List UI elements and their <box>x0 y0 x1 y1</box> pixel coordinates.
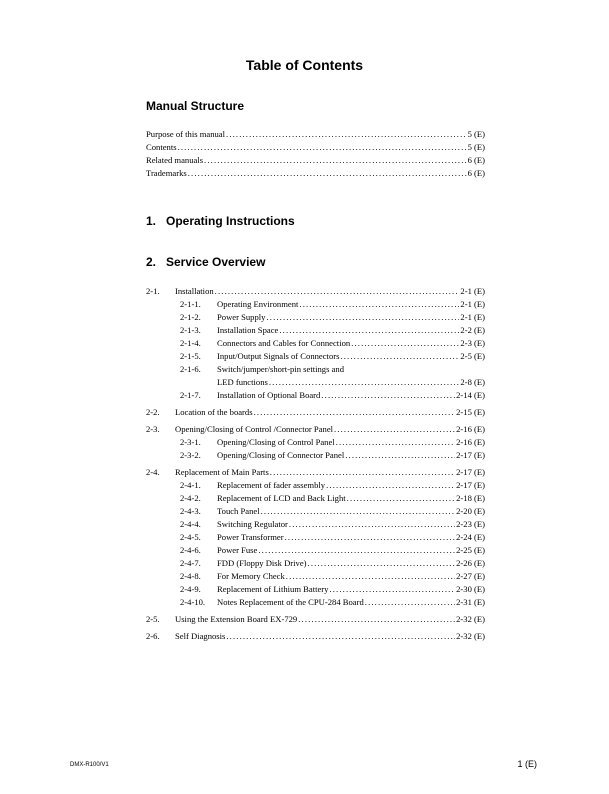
toc-subsection-page: 2-1 (E) <box>460 299 485 309</box>
dot-leader <box>289 518 455 531</box>
dot-leader <box>298 613 455 626</box>
toc-subsection-page: 2-27 (E) <box>456 571 485 581</box>
manual-structure-heading: Manual Structure <box>146 99 245 113</box>
dot-leader <box>270 466 455 479</box>
toc-subsection[interactable] <box>146 363 485 376</box>
toc-subsection-number: 2-4-3. <box>180 506 201 516</box>
toc-subsection-number: 2-1-6. <box>180 364 201 374</box>
toc-subsection-label: Input/Output Signals of Connectors <box>217 351 340 361</box>
dot-leader <box>336 436 455 449</box>
toc-section[interactable] <box>146 423 485 436</box>
toc-subsection-number: 2-4-7. <box>180 558 201 568</box>
chapter-2-toc <box>146 285 485 643</box>
toc-subsection[interactable] <box>146 449 485 462</box>
toc-subsection-number: 2-1-4. <box>180 338 201 348</box>
toc-subsection-label: Touch Panel <box>217 506 260 516</box>
toc-section[interactable] <box>146 466 485 479</box>
toc-section-number: 2-3. <box>146 424 160 434</box>
toc-subsection[interactable] <box>146 518 485 531</box>
dot-leader <box>326 479 455 492</box>
toc-subsection-number: 2-1-3. <box>180 325 201 335</box>
toc-subsection-page: 2-17 (E) <box>456 480 485 490</box>
chapter-1-heading[interactable] <box>146 214 295 228</box>
toc-subsection[interactable] <box>146 298 485 311</box>
toc-subsection-label: Replacement of LCD and Back Light <box>217 493 346 503</box>
toc-entry-page: 6 (E) <box>467 155 485 165</box>
toc-subsection-label: Replacement of Lithium Battery <box>217 584 329 594</box>
toc-subsection-page: 2-2 (E) <box>460 325 485 335</box>
toc-section[interactable] <box>146 285 485 298</box>
toc-subsection-page: 2-1 (E) <box>460 312 485 322</box>
toc-subsection-label: Operating Environment <box>217 299 299 309</box>
dot-leader <box>365 596 455 609</box>
toc-subsection-page: 2-23 (E) <box>456 519 485 529</box>
toc-subsection-label: Installation of Optional Board <box>217 390 321 400</box>
dot-leader <box>204 154 467 167</box>
toc-entry[interactable] <box>146 154 485 167</box>
dot-leader <box>340 350 459 363</box>
toc-subsection-label: Connectors and Cables for Connection <box>217 338 351 348</box>
toc-section-label: Installation <box>175 286 214 296</box>
toc-subsection-number: 2-4-8. <box>180 571 201 581</box>
toc-entry-label: Purpose of this manual <box>146 129 226 139</box>
toc-subsection-page: 2-31 (E) <box>456 597 485 607</box>
toc-subsection-number: 2-1-1. <box>180 299 201 309</box>
toc-subsection-number: 2-4-2. <box>180 493 201 503</box>
toc-section-number: 2-1. <box>146 286 160 296</box>
chapter-title: Operating Instructions <box>166 214 295 228</box>
dot-leader <box>226 128 467 141</box>
toc-subsection-continued[interactable] <box>146 376 485 389</box>
footer-model: DMX-R100/V1 <box>70 762 109 768</box>
toc-subsection[interactable] <box>146 531 485 544</box>
toc-subsection[interactable] <box>146 389 485 402</box>
toc-section-label: Replacement of Main Parts <box>175 467 269 477</box>
toc-entry-label: Trademarks <box>146 168 187 178</box>
toc-subsection-number: 2-4-9. <box>180 584 201 594</box>
toc-subsection-number: 2-4-6. <box>180 545 201 555</box>
toc-section-label: Self Diagnosis <box>175 631 226 641</box>
toc-section[interactable] <box>146 406 485 419</box>
toc-section-number: 2-4. <box>146 467 160 477</box>
dot-leader <box>215 285 460 298</box>
toc-subsection-page: 2-30 (E) <box>456 584 485 594</box>
toc-subsection[interactable] <box>146 583 485 596</box>
toc-subsection[interactable] <box>146 324 485 337</box>
toc-subsection-page: 2-16 (E) <box>456 437 485 447</box>
dot-leader <box>345 449 455 462</box>
dot-leader <box>285 531 456 544</box>
toc-subsection-page: 2-18 (E) <box>456 493 485 503</box>
dot-leader <box>321 389 455 402</box>
toc-subsection[interactable] <box>146 557 485 570</box>
toc-subsection[interactable] <box>146 311 485 324</box>
toc-subsection[interactable] <box>146 436 485 449</box>
toc-entry[interactable] <box>146 141 485 154</box>
toc-section-page: 2-16 (E) <box>456 424 485 434</box>
toc-subsection-label: FDD (Floppy Disk Drive) <box>217 558 307 568</box>
toc-subsection-number: 2-1-5. <box>180 351 201 361</box>
dot-leader <box>266 311 459 324</box>
toc-subsection-label: Switch/jumper/short-pin settings and <box>217 364 344 374</box>
dot-leader <box>329 583 455 596</box>
toc-section-page: 2-32 (E) <box>456 631 485 641</box>
dot-leader <box>178 141 467 154</box>
toc-subsection-page: 2-26 (E) <box>456 558 485 568</box>
toc-subsection-page: 2-5 (E) <box>460 351 485 361</box>
toc-section-label: Location of the boards <box>175 407 253 417</box>
toc-entry[interactable] <box>146 128 485 141</box>
toc-entry-page: 5 (E) <box>467 142 485 152</box>
toc-section-page: 2-32 (E) <box>456 614 485 624</box>
toc-subsection-number: 2-4-10. <box>180 597 206 607</box>
dot-leader <box>226 630 455 643</box>
toc-subsection[interactable] <box>146 505 485 518</box>
toc-subsection[interactable] <box>146 544 485 557</box>
toc-subsection-number: 2-1-7. <box>180 390 201 400</box>
toc-subsection-page: 2-20 (E) <box>456 506 485 516</box>
toc-subsection-label: Power Supply <box>217 312 266 322</box>
toc-entry-page: 6 (E) <box>467 168 485 178</box>
manual-structure-list <box>146 128 485 180</box>
toc-section-page: 2-15 (E) <box>456 407 485 417</box>
toc-subsection-label: Power Transformer <box>217 532 284 542</box>
dot-leader <box>258 544 455 557</box>
toc-section-number: 2-6. <box>146 631 160 641</box>
dot-leader <box>286 570 455 583</box>
chapter-number: 1. <box>146 214 157 228</box>
footer-page-number: 1 (E) <box>517 759 537 769</box>
toc-subsection-number: 2-4-5. <box>180 532 201 542</box>
toc-entry-label: Related manuals <box>146 155 204 165</box>
toc-section[interactable] <box>146 613 485 626</box>
dot-leader <box>279 324 459 337</box>
toc-entry-page: 5 (E) <box>467 129 485 139</box>
dot-leader <box>334 423 455 436</box>
toc-subsection-number: 2-3-2. <box>180 450 201 460</box>
toc-subsection-label: Installation Space <box>217 325 279 335</box>
dot-leader <box>254 406 456 419</box>
dot-leader <box>347 492 455 505</box>
page-title: Table of Contents <box>245 57 364 73</box>
toc-subsection-page: 2-14 (E) <box>456 390 485 400</box>
toc-subsection[interactable] <box>146 596 485 609</box>
chapter-number: 2. <box>146 255 157 269</box>
toc-subsection-label: Opening/Closing of Connector Panel <box>217 450 345 460</box>
toc-subsection[interactable] <box>146 350 485 363</box>
toc-subsection-label: For Memory Check <box>217 571 285 581</box>
toc-subsection-page: 2-24 (E) <box>456 532 485 542</box>
toc-subsection[interactable] <box>146 492 485 505</box>
toc-subsection-label: Switching Regulator <box>217 519 288 529</box>
toc-subsection-page: 2-17 (E) <box>456 450 485 460</box>
toc-subsection[interactable] <box>146 479 485 492</box>
dot-leader <box>299 298 459 311</box>
dot-leader <box>188 167 467 180</box>
toc-subsection-number: 2-4-4. <box>180 519 201 529</box>
dot-leader <box>308 557 456 570</box>
toc-section[interactable] <box>146 630 485 643</box>
toc-subsection-page: 2-8 (E) <box>460 377 485 387</box>
chapter-title: Service Overview <box>166 255 266 269</box>
toc-section-page: 2-17 (E) <box>456 467 485 477</box>
toc-section-number: 2-5. <box>146 614 160 624</box>
chapter-2-heading[interactable] <box>146 255 265 269</box>
toc-subsection-number: 2-4-1. <box>180 480 201 490</box>
toc-subsection-page: 2-25 (E) <box>456 545 485 555</box>
toc-subsection-number: 2-3-1. <box>180 437 201 447</box>
toc-entry[interactable] <box>146 167 485 180</box>
toc-subsection-label: Power Fuse <box>217 545 258 555</box>
toc-section-page: 2-1 (E) <box>460 286 485 296</box>
toc-subsection-label: Opening/Closing of Control Panel <box>217 437 335 447</box>
toc-subsection-page: 2-3 (E) <box>460 338 485 348</box>
dot-leader <box>351 337 459 350</box>
toc-section-number: 2-2. <box>146 407 160 417</box>
toc-subsection[interactable] <box>146 570 485 583</box>
dot-leader <box>269 376 460 389</box>
toc-section-label: Opening/Closing of Control /Connector Panel <box>175 424 334 434</box>
toc-subsection-label: Replacement of fader assembly <box>217 480 326 490</box>
toc-subsection-label: LED functions <box>217 377 268 387</box>
toc-subsection-number: 2-1-2. <box>180 312 201 322</box>
toc-subsection[interactable] <box>146 337 485 350</box>
toc-entry-label: Contents <box>146 142 177 152</box>
dot-leader <box>261 505 456 518</box>
toc-section-label: Using the Extension Board EX-729 <box>175 614 298 624</box>
toc-subsection-label: Notes Replacement of the CPU-284 Board <box>217 597 364 607</box>
